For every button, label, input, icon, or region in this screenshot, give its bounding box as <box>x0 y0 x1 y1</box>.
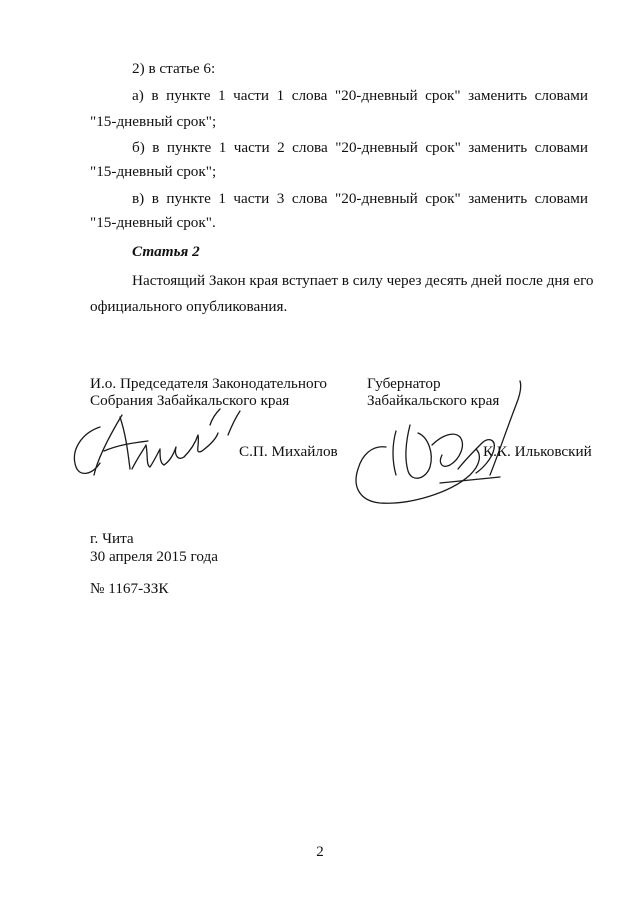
right-signatory-name: К.К. Ильковский <box>483 443 592 460</box>
item-2-intro: 2) в статье 6: <box>132 60 216 77</box>
left-signatory-name: С.П. Михайлов <box>239 443 338 460</box>
article-2-text-line1: Настоящий Закон края вступает в силу через десять дней после дня его <box>132 272 594 289</box>
left-signatory-title-line2: Собрания Забайкальского края <box>90 392 290 409</box>
subitem-b-line2: "15-дневный срок"; <box>90 163 217 180</box>
subitem-a-line1: а) в пункте 1 части 1 слова "20-дневный срок" заменить словами <box>132 87 588 104</box>
subitem-a-line2: "15-дневный срок"; <box>90 113 217 130</box>
page-number: 2 <box>316 844 324 860</box>
left-signatory-title-line1: И.о. Председателя Законодательного <box>90 375 328 392</box>
article-2-text-line2: официального опубликования. <box>90 298 288 315</box>
right-signatory-title-line1: Губернатор <box>367 375 441 392</box>
article-2-heading: Статья 2 <box>132 243 200 260</box>
city: г. Чита <box>90 530 134 547</box>
law-number: № 1167-ЗЗК <box>90 580 169 597</box>
subitem-c-line1: в) в пункте 1 части 3 слова "20-дневный срок" заменить словами <box>132 190 588 207</box>
subitem-c-line2: "15-дневный срок". <box>90 214 216 231</box>
date: 30 апреля 2015 года <box>90 548 218 565</box>
right-signatory-title-line2: Забайкальского края <box>367 392 500 409</box>
subitem-b-line1: б) в пункте 1 части 2 слова "20-дневный срок" заменить словами <box>132 139 588 156</box>
